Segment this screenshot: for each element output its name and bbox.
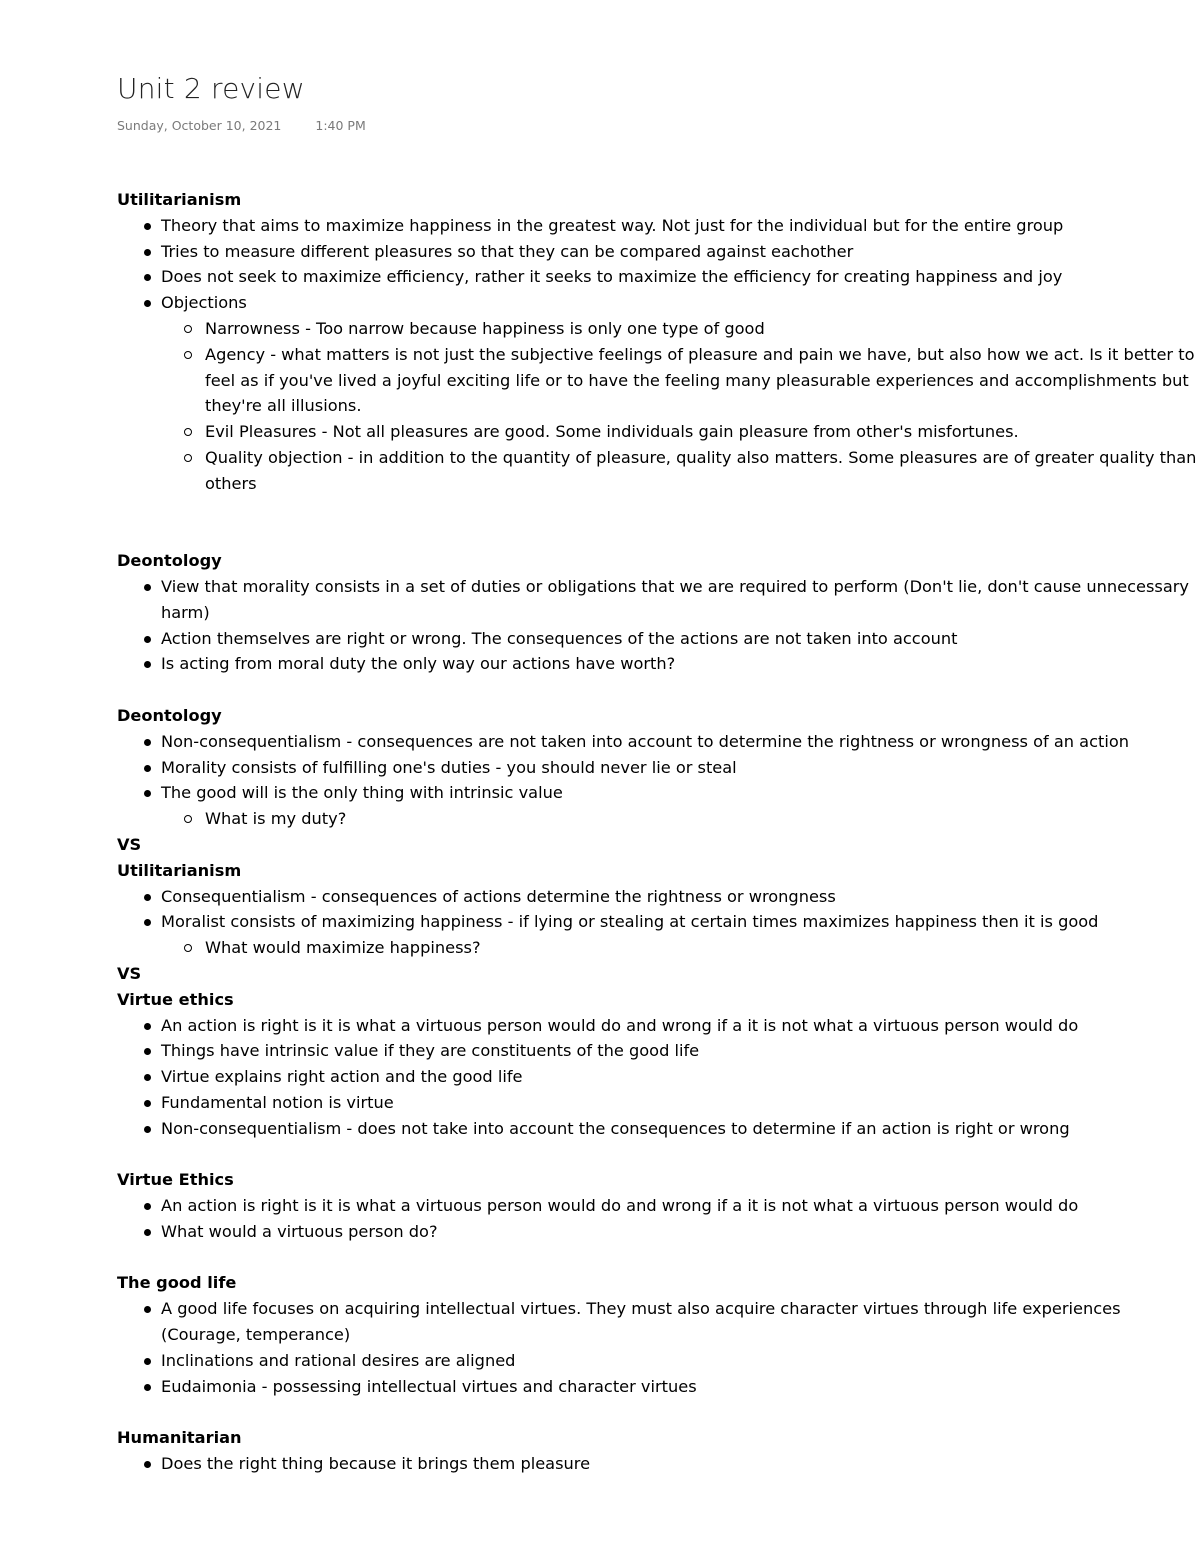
list-item: Consequentialism - consequences of actions determine the rightness or wrongness [117, 884, 1197, 910]
bullet-list [117, 574, 1197, 677]
page-timestamp [117, 118, 366, 133]
list-item: A good life focuses on acquiring intellectual virtues. They must also acquire character virtues through life experiences (Courage, temperance) [117, 1296, 1197, 1348]
sub-bullet-list [161, 806, 1197, 832]
section-heading: Utilitarianism [117, 860, 242, 880]
list-item: Is acting from moral duty the only way our actions have worth? [117, 651, 1197, 677]
vs-label: VS [117, 963, 142, 983]
vs-label: VS [117, 834, 142, 854]
section-heading: Deontology [117, 705, 222, 725]
list-item: Virtue explains right action and the good life [117, 1064, 1197, 1090]
list-item-objections [117, 290, 1197, 496]
list-item: Non-consequentialism - consequences are not taken into account to determine the rightness or wrongness of an action [117, 729, 1197, 755]
list-item: Does the right thing because it brings them pleasure [117, 1451, 1197, 1477]
page-time: 1:40 PM [315, 118, 366, 133]
section-heading: The good life [117, 1273, 237, 1293]
page-date: Sunday, October 10, 2021 [117, 118, 282, 133]
bullet-list [117, 1193, 1197, 1245]
sub-list-item: What would maximize happiness? [117, 935, 1197, 961]
bullet-list [117, 729, 1197, 832]
bullet-list [117, 1296, 1197, 1399]
bullet-list [117, 1013, 1197, 1142]
list-item: Tries to measure different pleasures so that they can be compared against eachother [117, 239, 1197, 265]
sub-list-item: Narrowness - Too narrow because happiness is only one type of good [117, 316, 1197, 342]
list-item: Fundamental notion is virtue [117, 1090, 1197, 1116]
list-item-label: The good will is the only thing with intrinsic value [161, 783, 563, 803]
list-item: Theory that aims to maximize happiness in the greatest way. Not just for the individual but for the entire group [117, 213, 1197, 239]
list-item: Inclinations and rational desires are aligned [117, 1348, 1197, 1374]
list-item: Eudaimonia - possessing intellectual virtues and character virtues [117, 1374, 1197, 1400]
sub-bullet-list [161, 935, 1197, 961]
list-item-label: Moralist consists of maximizing happiness - if lying or stealing at certain times maximizes happiness then it is good [161, 912, 1099, 932]
bullet-list [117, 1451, 1197, 1477]
list-item: Non-consequentialism - does not take into account the consequences to determine if an action is right or wrong [117, 1116, 1197, 1142]
sub-list-item: Quality objection - in addition to the quantity of pleasure, quality also matters. Some pleasures are of greater quality than others [117, 445, 1197, 497]
section-heading: Deontology [117, 551, 222, 571]
list-item: View that morality consists in a set of duties or obligations that we are required to perform (Don't lie, don't cause unnecessary harm) [117, 574, 1197, 626]
note-body [117, 187, 1197, 1477]
list-item: Does not seek to maximize efficiency, rather it seeks to maximize the efficiency for creating happiness and joy [117, 264, 1197, 290]
list-item-label: Objections [161, 293, 247, 313]
list-item: Action themselves are right or wrong. The consequences of the actions are not taken into account [117, 626, 1197, 652]
list-item: Morality consists of fulfilling one's duties - you should never lie or steal [117, 755, 1197, 781]
sub-list-item: What is my duty? [117, 806, 1197, 832]
bullet-list [117, 884, 1197, 961]
list-item [117, 780, 1197, 832]
section-heading: Humanitarian [117, 1428, 242, 1448]
sub-bullet-list [161, 316, 1197, 497]
list-item: An action is right is it is what a virtuous person would do and wrong if a it is not what a virtuous person would do [117, 1013, 1197, 1039]
section-heading: Virtue ethics [117, 989, 234, 1009]
sub-list-item: Agency - what matters is not just the subjective feelings of pleasure and pain we have, but also how we act. Is it better to feel as if you've lived a joyful exciting life or to have the feeling many pleasurable experiences and accomplishments but they're all illusions. [117, 342, 1197, 419]
section-heading: Virtue Ethics [117, 1170, 234, 1190]
bullet-list [117, 213, 1197, 497]
section-heading: Utilitarianism [117, 190, 242, 209]
page-title: Unit 2 review [117, 72, 305, 105]
list-item: What would a virtuous person do? [117, 1219, 1197, 1245]
sub-list-item: Evil Pleasures - Not all pleasures are good. Some individuals gain pleasure from other's misfortunes. [117, 419, 1197, 445]
list-item [117, 909, 1197, 961]
list-item: Things have intrinsic value if they are constituents of the good life [117, 1038, 1197, 1064]
list-item: An action is right is it is what a virtuous person would do and wrong if a it is not what a virtuous person would do [117, 1193, 1197, 1219]
